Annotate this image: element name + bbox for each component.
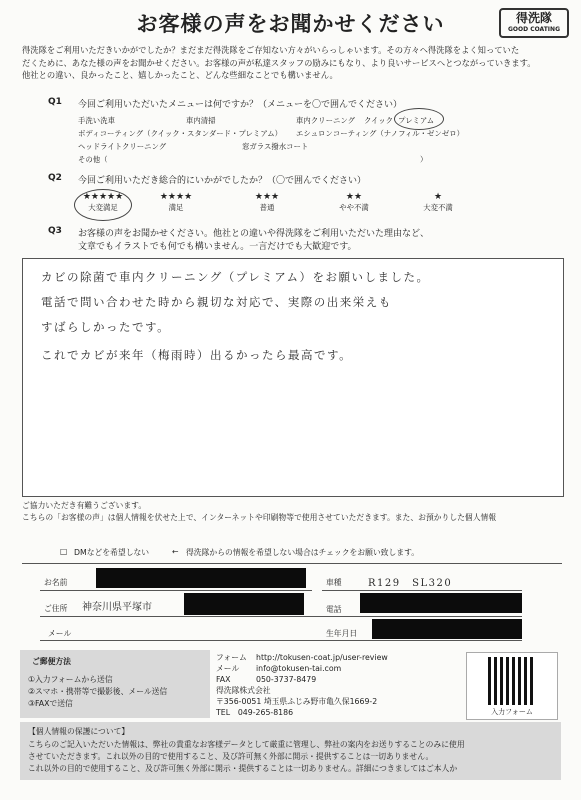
address-value[interactable]: 神奈川県平塚市 — [82, 602, 152, 613]
send-methods-panel — [20, 650, 210, 718]
stars-2: ★★ — [345, 192, 363, 202]
rating-slightly-dissatisfied[interactable] — [330, 192, 378, 213]
birthday-label: 生年月日 — [326, 629, 358, 638]
stars-5: ★★★★★ — [82, 192, 124, 202]
q3-question-line2: 文章でもイラストでも何でも構いません。一言だけでも大歓迎です。 — [78, 242, 357, 252]
car-label: 車種 — [326, 578, 342, 587]
fax-label: FAX — [216, 675, 231, 684]
intro-text — [22, 44, 562, 82]
q1-option-other[interactable]: その他（ — [78, 155, 108, 164]
company-address: 〒356-0051 埼玉県ふじみ野市亀久保1669-2 — [216, 697, 378, 706]
phone-label: 電話 — [326, 605, 342, 614]
q1-option-ecilon-coating[interactable]: エシュロンコーティング（ナノフィル・ゼンゼロ） — [296, 129, 464, 138]
send-method: ③FAXで送信 — [28, 699, 73, 708]
q1-option-interior[interactable]: 車内清掃 — [186, 116, 216, 125]
rating-label: 大変不満 — [423, 203, 453, 212]
contact-block — [216, 652, 456, 718]
qr-code-icon — [488, 657, 536, 705]
q1-option-quick[interactable]: クイック — [364, 116, 394, 125]
intro-line: 他社との違い、良かったこと、嬉しかったこと、どんな些細なことでも構いません。 — [22, 70, 338, 81]
send-title: ご郵便方法 — [32, 657, 71, 666]
form-url-link[interactable]: http://tokusen-coat.jp/user-review — [256, 653, 388, 662]
comment-box[interactable] — [22, 258, 564, 497]
q1-question: 今回ご利用いただいたメニューは何ですか？（メニューを〇で囲んでください） — [78, 100, 403, 110]
company-logo — [499, 8, 569, 38]
name-underline — [40, 590, 312, 591]
intro-line: だくために、あなた様の声をお聞かせください。お客様の声が私達スタッフの励みにもなり、より良いサービスへとつながっていきます。 — [22, 57, 536, 68]
email-contact-label: メール — [216, 664, 240, 673]
send-method: ①入力フォームから送信 — [28, 675, 113, 684]
q1-option-wash[interactable]: 手洗い洗車 — [78, 116, 115, 125]
redacted-name — [96, 568, 306, 588]
q1-other-close: ） — [420, 155, 428, 164]
q2-question: 今回ご利用いただき総合的にいかがでしたか？（〇で囲んでください） — [78, 176, 367, 186]
rating-label: 大変満足 — [88, 203, 118, 212]
send-method: ②スマホ・携帯等で撮影後、メール送信 — [28, 687, 168, 696]
form-label: フォーム — [216, 653, 247, 662]
q1-option-headlight[interactable]: ヘッドライトクリーニング — [78, 142, 167, 151]
privacy-title: 【個人情報の保護について】 — [28, 727, 130, 736]
rating-satisfied[interactable] — [152, 192, 200, 213]
privacy-line: これ以外の目的で使用すること、及び許可無く外部に開示・提供することは一切ありません。詳細につきましてはご本人か — [28, 764, 458, 773]
company-tel: TEL 049-265-8186 — [216, 708, 294, 717]
stars-1: ★ — [433, 192, 443, 202]
rating-normal[interactable] — [243, 192, 291, 213]
q1-option-interior-cleaning[interactable]: 車内クリーニング — [296, 116, 355, 125]
email-link[interactable]: info@tokusen-tai.com — [256, 664, 342, 673]
car-underline — [322, 590, 522, 591]
handwritten-line: カビの除菌で車内クリーニング（プレミアム）をお願いしました。 — [41, 270, 430, 284]
rating-label: 満足 — [168, 203, 184, 212]
redacted-address — [184, 593, 304, 615]
privacy-panel — [20, 722, 561, 780]
privacy-line: させていただきます。これ以外の目的で使用すること、及び許可無く外部に開示・提供することは一切ありません。 — [28, 752, 434, 761]
q1-number: Q1 — [48, 97, 62, 107]
q1-option-premium[interactable]: プレミアム — [398, 116, 435, 125]
q1-option-glass[interactable]: 窓ガラス撥水コート — [242, 142, 309, 151]
arrow-left-icon: ← — [172, 547, 179, 556]
divider — [22, 563, 562, 564]
address-underline — [40, 616, 522, 617]
rating-label: やや不満 — [339, 203, 369, 212]
rating-label: 普通 — [259, 203, 275, 212]
redacted-phone — [360, 593, 522, 613]
page-title: お客様の声をお聞かせください — [136, 12, 445, 36]
thanks-line: ご協力いただき有難うございます。 — [22, 501, 147, 510]
dm-note: 得洗隊からの情報を希望しない場合はチェックをお願い致します。 — [186, 548, 420, 557]
handwritten-line: これでカビが来年（梅雨時）出るかったら最高です。 — [41, 348, 353, 362]
logo-text: 得洗隊 — [515, 11, 552, 25]
logo-subtext: GOOD COATING — [508, 26, 560, 33]
handwritten-line: すばらしかったです。 — [41, 320, 171, 334]
qr-panel[interactable] — [466, 652, 558, 720]
car-value[interactable]: R129 SL320 — [368, 578, 453, 589]
rating-very-satisfied[interactable] — [79, 192, 127, 213]
privacy-line: こちらのご記入いただいた情報は、弊社の貴重なお客様データとして厳重に管理し、弊社の案内をお送りすることのみに使用 — [28, 740, 465, 749]
stars-4: ★★★★ — [159, 192, 193, 202]
q2-number: Q2 — [48, 173, 62, 183]
company-name: 得洗隊株式会社 — [216, 686, 271, 695]
handwritten-line: 電話で問い合わせた時から親切な対応で、実際の出来栄えも — [41, 295, 392, 309]
q1-option-body-coating[interactable]: ボディコーティング（クイック・スタンダード・プレミアム） — [78, 129, 282, 138]
qr-caption: 入力フォーム — [491, 708, 533, 716]
rating-very-dissatisfied[interactable] — [414, 192, 462, 213]
email-underline — [40, 640, 522, 641]
selection-circle — [394, 108, 444, 130]
thanks-line: こちらの「お客様の声」は個人情報を伏せた上で、インターネットや印刷物等で使用させていただきます。また、お預かりした個人情報 — [22, 513, 497, 522]
email-label: メール — [48, 629, 72, 638]
dm-checkbox[interactable]: □ — [60, 547, 68, 556]
q3-question-line1: お客様の声をお聞かせください。他社との違いや得洗隊をご利用いただいた理由など、 — [78, 229, 430, 239]
intro-line: 得洗隊をご利用いただきいかがでしたか？まだまだ得洗隊をご存知ない方々がいらっしゃいます。その方々へ得洗隊をよく知っていた — [22, 45, 520, 55]
address-label: ご住所 — [44, 604, 68, 613]
stars-3: ★★★ — [254, 192, 280, 202]
redacted-birthday — [372, 619, 522, 639]
fax-number: 050-3737-8479 — [256, 675, 317, 684]
name-label: お名前 — [44, 578, 68, 587]
q3-number: Q3 — [48, 226, 62, 236]
dm-label: DMなどを希望しない — [74, 548, 150, 557]
